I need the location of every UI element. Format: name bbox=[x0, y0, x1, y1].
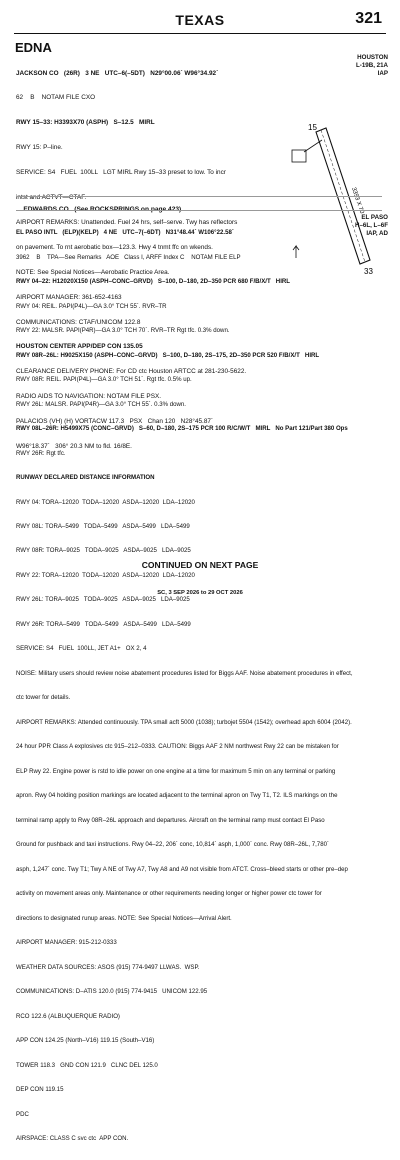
chart-ref: L-19B, 21A bbox=[356, 62, 388, 69]
entry-line: NOISE: Military users should review noise abatement procedures listed for Biggs AAF. Noise abatement procedures in effect, bbox=[16, 669, 353, 677]
entry-line: on pavement. To rnt aerobatic box—123.3. Hwy 4 tnmt ffc on wkends. bbox=[16, 243, 213, 251]
chart-ref: HOUSTON bbox=[357, 54, 388, 61]
entry-line: SERVICE: S4 FUEL 100LL, JET A1+ OX 2, 4 bbox=[16, 645, 147, 653]
entry-line: Ground for pushback and taxi instructions. Rwy 04–22, 206´ conc, 10,814´ asph, 1,000´ conc. Rwy 08R–26L, 7,780´ bbox=[16, 841, 329, 849]
continued-notice: CONTINUED ON NEXT PAGE bbox=[141, 560, 259, 570]
chart-ref: IAP, AD bbox=[366, 230, 388, 237]
entry-line: ELP Rwy 22. Engine power is rstd to idle power on one engine at a time for maximum 5 min on any terminal or parking bbox=[16, 767, 336, 775]
header-rule bbox=[14, 33, 386, 34]
entry-line: NOTE: See Special Notices—Aerobatic Practice Area. bbox=[16, 268, 170, 276]
taxiway bbox=[292, 140, 322, 162]
declared-distance-row: RWY 26L: TORA–9025 TODA–9025 ASDA–9025 LDA–9025 bbox=[16, 596, 190, 604]
runway-end-label: 15 bbox=[308, 123, 317, 132]
entry-line: RWY 22: MALSR. PAPI(P4R)—GA 3.0° TCH 70´. RVR–TR Rgt tfc. 0.3% down. bbox=[16, 327, 230, 335]
cross-reference-text: EDWARDS CO (See ROCKSPRINGS on page 423) bbox=[23, 206, 182, 213]
chart-ref: IAP bbox=[377, 70, 388, 77]
airport-name-line: JACKSON CO (26R) 3 NE UTC–6(–5DT) N29°00.06´ W96°34.92´ bbox=[16, 69, 219, 77]
entry-line: COMMUNICATIONS: D–ATIS 120.0 (915) 774-9415 UNICOM 122.95 bbox=[16, 988, 208, 996]
declared-distance-heading: RUNWAY DECLARED DISTANCE INFORMATION bbox=[16, 474, 155, 482]
entry-line: ctc tower for details. bbox=[16, 694, 71, 702]
entry-line: WEATHER DATA SOURCES: ASOS (915) 774-9497 LLWAS. WSP. bbox=[16, 963, 200, 971]
entry-line: 24 hour PPR Class A explosives ctc 915–212–0333. CAUTION: Biggs AAF 2 NM northwest Rwy 22 can be mistaken for bbox=[16, 743, 339, 751]
page-number: 321 bbox=[355, 10, 382, 27]
entry-line: RWY 26R: Rgt tfc. bbox=[16, 449, 66, 457]
entry-line: RCO 122.6 (ALBUQUERQUE RADIO) bbox=[16, 1012, 120, 1020]
elpaso-chart-refs bbox=[355, 214, 388, 238]
entry-line: intst and ACTVT—CTAF. bbox=[16, 194, 87, 202]
entry-line: activity on movement areas only. Maintenance or other requirements needing longer or higher power ctc tower for bbox=[16, 890, 322, 898]
runway-line: RWY 08L–26R: H5499X75 (CONC–GRVD) S–60, D–180, 2S–175 PCR 100 R/C/W/T MIRL No Part 121/Part 380 Ops bbox=[16, 425, 348, 433]
entry-line: directions to designated runup areas. NOTE: See Special Notices—Arrival Alert. bbox=[16, 914, 232, 922]
entry-line: 3962 B TPA—See Remarks AOE Class I, ARFF Index C NOTAM FILE ELP bbox=[16, 253, 241, 261]
entry-line: AIRPORT MANAGER: 361-652-4163 bbox=[16, 293, 122, 301]
declared-distance-row: RWY 08L: TORA–5499 TODA–5499 ASDA–5499 LDA–5499 bbox=[16, 523, 190, 530]
entry-separator bbox=[16, 210, 382, 211]
entry-line: 62 B NOTAM FILE CXO bbox=[16, 94, 96, 102]
entry-line: RADIO AIDS TO NAVIGATION: NOTAM FILE PSX. bbox=[16, 393, 161, 401]
city-heading: EDNA bbox=[15, 40, 52, 55]
declared-distance-row: RWY 08R: TORA–9025 TODA–9025 ASDA–9025 LDA–9025 bbox=[16, 547, 191, 555]
entry-line: AIRPORT REMARKS: Attended continuously. TPA small acft 5000 (1038); turbojet 5504 (1542); overhead apch 6004 (2042). bbox=[16, 718, 352, 726]
effective-dates: SC, 3 SEP 2026 to 29 OCT 2026 bbox=[157, 590, 243, 596]
entry-line: PALACIOS (VH) (H) VORTACW 117.3 PSX Chan 120 N28°45.87´ bbox=[16, 418, 214, 426]
entry-line: RWY 26L: MALSR. PAPI(P4R)—GA 3.0° TCH 55´. 0.3% down. bbox=[16, 400, 186, 408]
entry-line: CLEARANCE DELIVERY PHONE: For CD ctc Houston ARTCC at 281-230-5622. bbox=[16, 368, 247, 376]
entry-separator bbox=[16, 196, 382, 197]
entry-line: AIRPORT REMARKS: Unattended. Fuel 24 hrs, self–serve. Twy has reflectors bbox=[16, 218, 238, 226]
jackson-chart-refs bbox=[356, 54, 388, 78]
entry-line: DEP CON 119.15 bbox=[16, 1086, 64, 1094]
runway-end-label: 33 bbox=[364, 267, 373, 276]
elpaso-entry bbox=[16, 213, 353, 1160]
entry-line: HOUSTON CENTER APP/DEP CON 135.05 bbox=[16, 343, 143, 351]
declared-distance-row: RWY 04: TORA–12020 TODA–12020 ASDA–12020 LDA–12020 bbox=[16, 498, 195, 506]
state-title: TEXAS bbox=[175, 12, 225, 28]
entry-line: APP CON 124.25 (North–V16) 119.15 (South–V16) bbox=[16, 1037, 155, 1045]
entry-line: PDC bbox=[16, 1110, 29, 1118]
entry-line: AIRSPACE: CLASS C svc ctc APP CON. bbox=[16, 1135, 129, 1143]
page-header bbox=[0, 8, 400, 30]
runway-end-low bbox=[308, 123, 317, 132]
declared-distance-row: RWY 26R: TORA–5499 TODA–5499 ASDA–5499 LDA–5499 bbox=[16, 620, 191, 628]
declared-distance-row: RWY 22: TORA–12020 TODA–12020 ASDA–12020 LDA–12020 bbox=[16, 571, 195, 579]
entry-line: TOWER 118.3 GND CON 121.9 CLNC DEL 125.0 bbox=[16, 1061, 158, 1069]
entry-line: AIRPORT MANAGER: 915-212-0333 bbox=[16, 939, 117, 947]
entry-line: RWY 15: P–line. bbox=[16, 144, 63, 152]
entry-line: SERVICE: S4 FUEL 100LL LGT MIRL Rwy 15–33 preset to low. To incr bbox=[16, 169, 226, 177]
entry-line: terminal ramp apply to Rwy 08R–26L approach and departures. Aircraft on the terminal ramp must contact El Paso bbox=[16, 816, 325, 824]
chart-ref: EL PASO bbox=[361, 214, 388, 221]
entry-line: W96°18.37´ 306° 20.3 NM to fld. 16/8E. bbox=[16, 442, 132, 450]
runway-line: RWY 15–33: H3393X70 (ASPH) S–12.5 MIRL bbox=[16, 119, 155, 127]
runway-end-high bbox=[364, 267, 373, 276]
entry-line: RWY 08R: REIL. PAPI(P4L)—GA 3.0° TCH 51´. Rgt tfc. 0.5% up. bbox=[16, 376, 192, 384]
runway-line: RWY 08R–26L: H9025X150 (ASPH–CONC–GRVD) S–100, D–180, 2S–175, 2D–350 PCR 520 F/B/X/T HIRL bbox=[16, 351, 320, 359]
airport-name-line: EL PASO INTL (ELP)(KELP) 4 NE UTC–7(–6DT) N31°48.44´ W106°22.58´ bbox=[16, 229, 234, 237]
entry-line: asph, 1,247´ conc. Twy T1; Twy A NE of Twy A7, Twy A8 and A9 not visible from ATCT. Cross–bleed starts or other pre–dep bbox=[16, 865, 348, 873]
runway-dimension-label: 3393 X 70 bbox=[350, 186, 365, 215]
entry-line: apron. Rwy 04 holding position markings are located adjacent to the terminal apron on Twy T1, T2. ILS markings on the bbox=[16, 792, 338, 800]
entry-line: RWY 04: REIL. PAPI(P4L)—GA 3.0° TCH 55´. RVR–TR bbox=[16, 302, 167, 310]
runway-line: RWY 04–22: H12020X150 (ASPH–CONC–GRVD) S–100, D–180, 2D–350 PCR 680 F/B/X/T HIRL bbox=[16, 278, 291, 286]
entry-line: COMMUNICATIONS: CTAF/UNICOM 122.8 bbox=[16, 318, 141, 326]
chart-ref: H–6L, L–6F bbox=[354, 222, 388, 229]
